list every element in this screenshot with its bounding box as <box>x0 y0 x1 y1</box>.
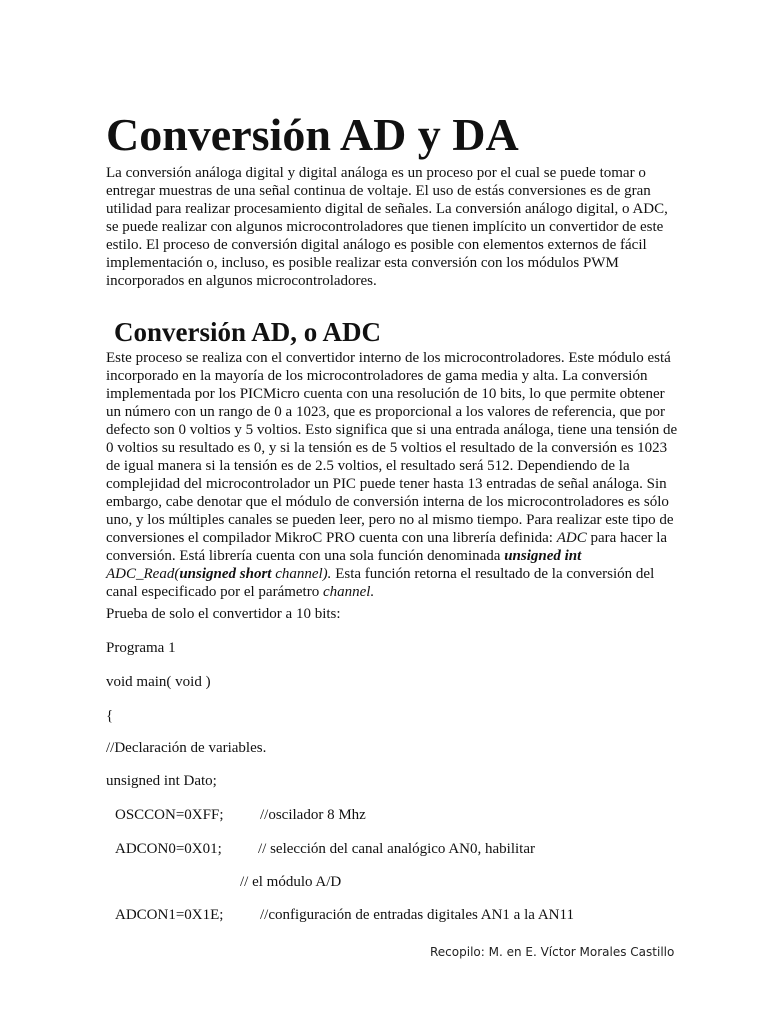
intro-line: utilidad para realizar procesamiento digital de señales. La conversión análogo digital, o ADC, <box>106 201 668 217</box>
code-adcon0-comment-continued: // el módulo A/D <box>240 874 342 890</box>
adc-line <box>106 583 666 601</box>
adc-line: uno, y los múltiples canales se pueden leer, pero no al mismo tiempo. Para realizar este tipo de <box>106 512 674 528</box>
code-main-signature: void main( void ) <box>106 674 211 690</box>
italic-run: channel). <box>271 566 332 582</box>
adc-line: defecto son 0 voltios y 5 voltios. Esto significa que si una entrada análoga, tiene una tensión de <box>106 422 678 438</box>
test-label: Prueba de solo el convertidor a 10 bits: <box>106 606 341 622</box>
intro-line: se puede realizar con algunos microcontroladores que tienen implícito un convertidor de este <box>106 219 664 235</box>
adc-line <box>106 565 666 583</box>
section-heading: Conversión AD, o ADC <box>114 317 382 347</box>
text-run: conversiones el compilador MikroC PRO cuenta con una librería definida: <box>106 530 557 546</box>
program-label: Programa 1 <box>106 640 176 656</box>
code-declaration-comment: //Declaración de variables. <box>106 740 267 756</box>
page-footer: Recopilo: M. en E. Víctor Morales Castillo <box>430 945 675 959</box>
adc-line <box>106 547 666 565</box>
intro-paragraph <box>106 164 666 290</box>
adc-line: embargo, cabe denotar que el módulo de conversión interna de los microcontroladores es sólo <box>106 494 669 510</box>
intro-line: implementación o, incluso, es posible realizar esta conversión con los módulos PWM <box>106 255 619 271</box>
bold-italic-run: unsigned short <box>179 566 272 582</box>
intro-line: La conversión análoga digital y digital análoga es un proceso por el cual se puede tomar o <box>106 165 646 181</box>
text-run: canal especificado por el parámetro <box>106 584 323 600</box>
italic-run: ADC <box>556 530 587 546</box>
page-title: Conversión AD y DA <box>106 109 519 160</box>
code-adcon1-comment: //configuración de entradas digitales AN1 a la AN11 <box>260 907 574 923</box>
text-run: Esta función retorna el resultado de la conversión del <box>331 566 655 582</box>
intro-line: incorporados en algunos microcontroladores. <box>106 273 377 289</box>
code-osccon-comment: //oscilador 8 Mhz <box>260 807 366 823</box>
adc-line: Este proceso se realiza con el convertidor interno de los microcontroladores. Este módulo está <box>106 350 671 366</box>
intro-line: entregar muestras de una señal continua de voltaje. El uso de estás conversiones es de gran <box>106 183 651 199</box>
text-run: conversión. Está librería cuenta con una sola función denominada <box>106 548 505 564</box>
italic-run: ADC_Read( <box>106 566 180 582</box>
intro-line: estilo. El proceso de conversión digital análogo es posible con elementos externos de fácil <box>106 237 647 253</box>
adc-line: incorporado en la mayoría de los microcontroladores de gama media y alta. La conversión <box>106 368 648 384</box>
adc-line: un número con un rango de 0 a 1023, que es proporcional a los valores de referencia, que por <box>106 404 665 420</box>
code-adcon0-comment: // selección del canal analógico AN0, habilitar <box>258 841 535 857</box>
adc-line: complejidad del microcontrolador un PIC puede tener hasta 13 entradas de señal análoga. Sin <box>106 476 667 492</box>
text-run: para hacer la <box>586 530 668 546</box>
code-declaration: unsigned int Dato; <box>106 773 217 789</box>
italic-run: channel. <box>322 584 375 600</box>
bold-italic-run: unsigned int <box>504 548 582 564</box>
code-adcon0: ADCON0=0X01; <box>115 841 222 857</box>
adc-line: de igual manera si la tensión es de 2.5 voltios, el resultado será 512. Dependiendo de la <box>106 458 630 474</box>
adc-line: 0 voltios su resultado es 0, y si la tensión es de 5 voltios el resultado de la conversión es 1023 <box>106 440 668 456</box>
adc-paragraph <box>106 349 678 601</box>
adc-line: implementada por los PICMicro cuenta con una resolución de 10 bits, lo que permite obtener <box>106 386 665 402</box>
adc-line <box>106 529 666 547</box>
code-osccon: OSCCON=0XFF; <box>115 807 224 823</box>
code-adcon1: ADCON1=0X1E; <box>115 907 224 923</box>
code-open-brace: { <box>106 708 114 724</box>
